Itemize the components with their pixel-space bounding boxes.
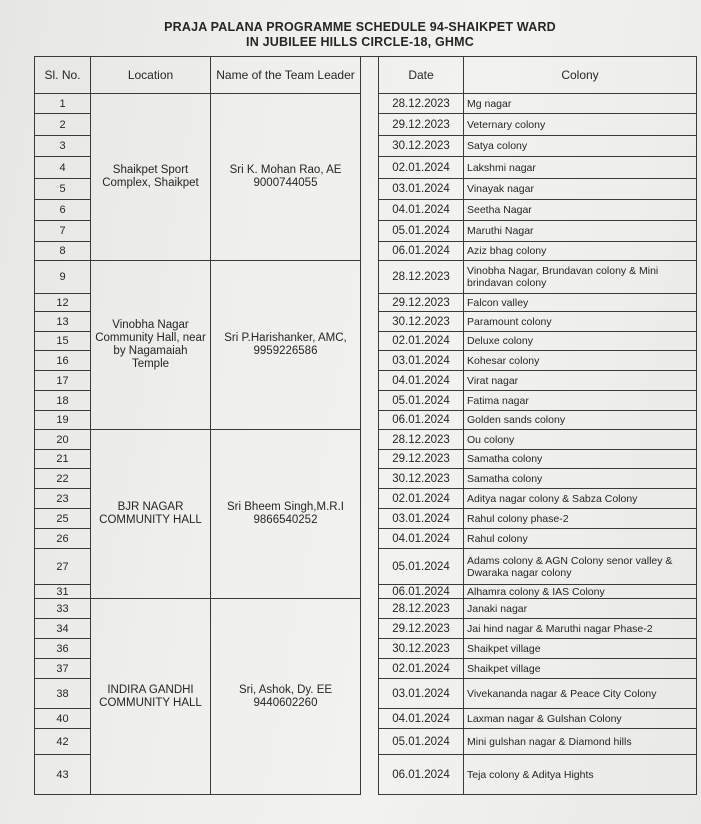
colony-cell: Maruthi Nagar: [464, 221, 697, 242]
colony-cell: Teja colony & Aditya Hights: [464, 755, 697, 795]
title-line-1: PRAJA PALANA PROGRAMME SCHEDULE 94-SHAIKPET WARD: [164, 20, 556, 34]
date-cell: 28.12.2023: [379, 94, 464, 114]
serial-number: 25: [35, 509, 91, 529]
header-date: Date: [379, 57, 464, 94]
date-cell: 29.12.2023: [379, 114, 464, 136]
colony-cell: Samatha colony: [464, 469, 697, 489]
location-cell: BJR NAGAR COMMUNITY HALL: [91, 430, 211, 599]
date-cell: 03.01.2024: [379, 509, 464, 529]
colony-cell: Paramount colony: [464, 312, 697, 332]
team-leader-phone: 9866540252: [253, 514, 318, 526]
serial-number: 42: [35, 729, 91, 755]
serial-number: 16: [35, 351, 91, 371]
date-cell: 03.01.2024: [379, 179, 464, 200]
serial-number: 4: [35, 157, 91, 179]
colony-cell: Rahul colony: [464, 529, 697, 549]
spacer-cell: [361, 261, 379, 430]
colony-cell: Deluxe colony: [464, 332, 697, 351]
date-cell: 06.01.2024: [379, 242, 464, 261]
spacer-cell: [361, 94, 379, 261]
serial-number: 2: [35, 114, 91, 136]
serial-number: 13: [35, 312, 91, 332]
team-leader-name: Sri Bheem Singh,M.R.I: [227, 501, 344, 513]
serial-number: 1: [35, 94, 91, 114]
date-cell: 29.12.2023: [379, 450, 464, 469]
team-leader-cell: [211, 599, 361, 795]
serial-number: 18: [35, 391, 91, 411]
colony-cell: Aditya nagar colony & Sabza Colony: [464, 489, 697, 509]
date-cell: 06.01.2024: [379, 411, 464, 430]
serial-number: 22: [35, 469, 91, 489]
colony-cell: Lakshmi nagar: [464, 157, 697, 179]
colony-cell: Ou colony: [464, 430, 697, 450]
colony-cell: Golden sands colony: [464, 411, 697, 430]
date-cell: 04.01.2024: [379, 200, 464, 221]
date-cell: 29.12.2023: [379, 294, 464, 312]
location-cell: Vinobha Nagar Community Hall, near by Nagamaiah Temple: [91, 261, 211, 430]
colony-cell: Veternary colony: [464, 114, 697, 136]
serial-number: 36: [35, 639, 91, 659]
serial-number: 31: [35, 585, 91, 599]
colony-cell: Mini gulshan nagar & Diamond hills: [464, 729, 697, 755]
colony-cell: Vinayak nagar: [464, 179, 697, 200]
schedule-table: [34, 56, 697, 795]
colony-cell: Kohesar colony: [464, 351, 697, 371]
colony-cell: Adams colony & AGN Colony senor valley & Dwaraka nagar colony: [464, 549, 697, 585]
team-leader-phone: 9000744055: [253, 177, 318, 189]
header-location: Location: [91, 57, 211, 94]
serial-number: 21: [35, 450, 91, 469]
date-cell: 30.12.2023: [379, 136, 464, 157]
date-cell: 05.01.2024: [379, 391, 464, 411]
colony-cell: Jai hind nagar & Maruthi nagar Phase-2: [464, 619, 697, 639]
serial-number: 9: [35, 261, 91, 294]
document-title: [160, 20, 560, 50]
serial-number: 34: [35, 619, 91, 639]
serial-number: 27: [35, 549, 91, 585]
date-cell: 28.12.2023: [379, 430, 464, 450]
serial-number: 38: [35, 679, 91, 709]
team-leader-cell: [211, 94, 361, 261]
table-row: [35, 94, 697, 114]
location-cell: Shaikpet Sport Complex, Shaikpet: [91, 94, 211, 261]
serial-number: 3: [35, 136, 91, 157]
title-line-2: IN JUBILEE HILLS CIRCLE-18, GHMC: [246, 35, 474, 49]
serial-number: 8: [35, 242, 91, 261]
colony-cell: Shaikpet village: [464, 639, 697, 659]
colony-cell: Virat nagar: [464, 371, 697, 391]
colony-cell: Fatima nagar: [464, 391, 697, 411]
colony-cell: Janaki nagar: [464, 599, 697, 619]
date-cell: 04.01.2024: [379, 371, 464, 391]
serial-number: 12: [35, 294, 91, 312]
serial-number: 20: [35, 430, 91, 450]
date-cell: 30.12.2023: [379, 469, 464, 489]
colony-cell: Shaikpet village: [464, 659, 697, 679]
serial-number: 6: [35, 200, 91, 221]
date-cell: 29.12.2023: [379, 619, 464, 639]
header-sl: Sl. No.: [35, 57, 91, 94]
colony-cell: Laxman nagar & Gulshan Colony: [464, 709, 697, 729]
table-row: [35, 430, 697, 450]
date-cell: 04.01.2024: [379, 529, 464, 549]
date-cell: 06.01.2024: [379, 755, 464, 795]
table-row: [35, 599, 697, 619]
date-cell: 05.01.2024: [379, 221, 464, 242]
date-cell: 06.01.2024: [379, 585, 464, 599]
date-cell: 04.01.2024: [379, 709, 464, 729]
team-leader-cell: [211, 261, 361, 430]
team-leader-name: Sri P.Harishanker, AMC,: [224, 332, 347, 344]
serial-number: 19: [35, 411, 91, 430]
date-cell: 02.01.2024: [379, 157, 464, 179]
date-cell: 02.01.2024: [379, 489, 464, 509]
schedule-body: [35, 94, 697, 795]
team-leader-name: Sri, Ashok, Dy. EE: [238, 683, 333, 696]
serial-number: 17: [35, 371, 91, 391]
header-leader: Name of the Team Leader: [211, 57, 361, 94]
date-cell: 03.01.2024: [379, 351, 464, 371]
spacer-cell: [361, 430, 379, 599]
colony-cell: Falcon valley: [464, 294, 697, 312]
team-leader-name: Sri K. Mohan Rao, AE: [229, 164, 342, 176]
team-leader-phone: 9440602260: [253, 696, 318, 709]
colony-cell: Aziz bhag colony: [464, 242, 697, 261]
colony-cell: Vinobha Nagar, Brundavan colony & Mini brindavan colony: [464, 261, 697, 294]
colony-cell: Seetha Nagar: [464, 200, 697, 221]
header-gap: [361, 57, 379, 94]
table-row: [35, 261, 697, 294]
colony-cell: Satya colony: [464, 136, 697, 157]
serial-number: 33: [35, 599, 91, 619]
date-cell: 05.01.2024: [379, 729, 464, 755]
colony-cell: Samatha colony: [464, 450, 697, 469]
serial-number: 37: [35, 659, 91, 679]
date-cell: 30.12.2023: [379, 639, 464, 659]
location-cell: INDIRA GANDHI COMMUNITY HALL: [91, 599, 211, 795]
date-cell: 02.01.2024: [379, 332, 464, 351]
serial-number: 26: [35, 529, 91, 549]
date-cell: 28.12.2023: [379, 599, 464, 619]
date-cell: 30.12.2023: [379, 312, 464, 332]
date-cell: 02.01.2024: [379, 659, 464, 679]
date-cell: 05.01.2024: [379, 549, 464, 585]
colony-cell: Rahul colony phase-2: [464, 509, 697, 529]
serial-number: 40: [35, 709, 91, 729]
serial-number: 23: [35, 489, 91, 509]
serial-number: 15: [35, 332, 91, 351]
date-cell: 28.12.2023: [379, 261, 464, 294]
team-leader-phone: 9959226586: [253, 345, 318, 357]
serial-number: 43: [35, 755, 91, 795]
spacer-cell: [361, 599, 379, 795]
header-colony: Colony: [464, 57, 697, 94]
colony-cell: Vivekananda nagar & Peace City Colony: [464, 679, 697, 709]
date-cell: 03.01.2024: [379, 679, 464, 709]
serial-number: 7: [35, 221, 91, 242]
colony-cell: Mg nagar: [464, 94, 697, 114]
header-row: [35, 57, 697, 94]
colony-cell: Alhamra colony & IAS Colony: [464, 585, 697, 599]
serial-number: 5: [35, 179, 91, 200]
team-leader-cell: [211, 430, 361, 599]
